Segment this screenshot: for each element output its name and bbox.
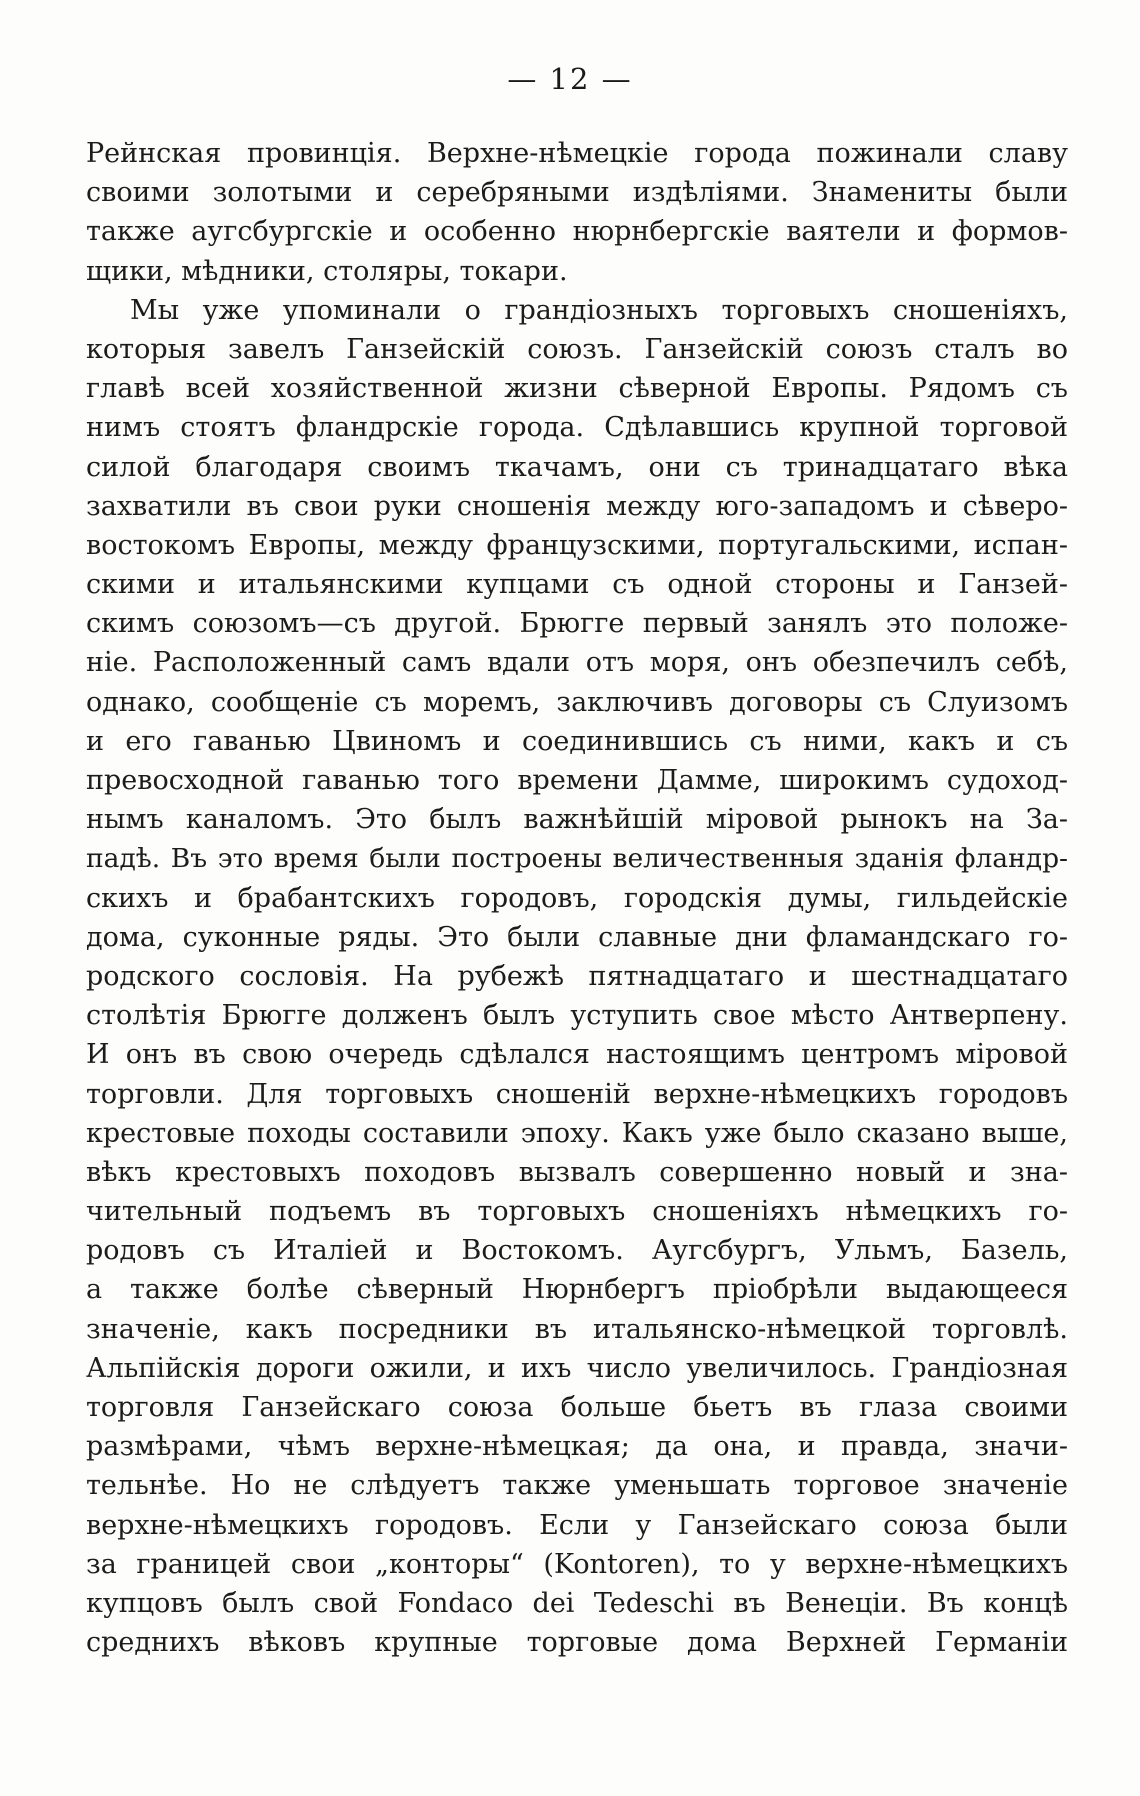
text-line: крестовые походы составили эпоху. Какъ уже было сказано выше, bbox=[86, 1117, 1068, 1149]
text-line: столѣтія Брюгге долженъ былъ уступить свое мѣсто Антверпену. bbox=[86, 1000, 1068, 1032]
text-line: вѣкъ крестовыхъ походовъ вызвалъ совершенно новый и зна- bbox=[86, 1156, 1068, 1188]
text-line: чительный подъемъ въ торговыхъ сношеніяхъ нѣмецкихъ го- bbox=[86, 1196, 1068, 1228]
text-line: тельнѣе. Но не слѣдуетъ также уменьшать торговое значеніе bbox=[86, 1470, 1068, 1502]
text-line: И онъ въ свою очередь сдѣлался настоящимъ центромъ міровой bbox=[86, 1039, 1068, 1071]
text-line: главѣ всей хозяйственной жизни сѣверной Европы. Рядомъ съ bbox=[86, 373, 1068, 405]
text-line: среднихъ вѣковъ крупные торговые дома Верхней Германіи bbox=[86, 1627, 1068, 1659]
text-line: торговли. Для торговыхъ сношеній верхне-нѣмецкихъ городовъ bbox=[86, 1078, 1068, 1110]
text-line: купцовъ былъ свой Fondaco dei Tedeschi въ Венеціи. Въ концѣ bbox=[86, 1587, 1068, 1619]
text-line: Рейнская провинція. Верхне-нѣмецкіе города пожинали славу bbox=[86, 138, 1068, 169]
text-line: верхне-нѣмецкихъ городовъ. Если у Ганзейскаго союза были bbox=[86, 1509, 1068, 1541]
text-line: превосходной гаванью того времени Дамме, широкимъ судоход- bbox=[86, 765, 1068, 796]
text-line: однако, сообщеніе съ моремъ, заключивъ договоры съ Слуизомъ bbox=[86, 686, 1068, 718]
text-line: ніе. Расположенный самъ вдали отъ моря, онъ обезпечилъ себѣ, bbox=[86, 647, 1068, 679]
text-line: которыя завелъ Ганзейскій союзъ. Ганзейскій союзъ сталъ во bbox=[86, 333, 1068, 365]
text-line: скимъ союзомъ—съ другой. Брюгге первый занялъ это положе- bbox=[86, 608, 1068, 640]
text-line: падѣ. Въ это время были построены величественныя зданія фландр- bbox=[86, 843, 1068, 875]
text-line: захватили въ свои руки сношенія между юго-западомъ и сѣверо- bbox=[86, 490, 1068, 522]
page-number: — 12 — bbox=[507, 62, 633, 96]
text-line: за границей свои „конторы“ (Kontoren), то у верхне-нѣмецкихъ bbox=[86, 1548, 1068, 1580]
text-line: значеніе, какъ посредники въ итальянско-нѣмецкой торговлѣ. bbox=[86, 1313, 1068, 1345]
text-line: щики, мѣдники, столяры, токари. bbox=[86, 255, 568, 287]
text-line: скихъ и брабантскихъ городовъ, городскія думы, гильдейскіе bbox=[86, 882, 1068, 914]
paragraph-start-line: Мы уже упоминали о грандіозныхъ торговыхъ сношеніяхъ, bbox=[130, 294, 1068, 326]
text-line: своими золотыми и серебряными издѣліями. Знамениты были bbox=[86, 177, 1068, 209]
text-line: и его гаванью Цвиномъ и соединившись съ ними, какъ и съ bbox=[86, 725, 1068, 757]
text-line: дома, суконные ряды. Это были славные дни фламандскаго го- bbox=[86, 921, 1068, 953]
text-line: скими и итальянскими купцами съ одной стороны и Ганзей- bbox=[86, 569, 1068, 601]
text-line: родского сословія. На рубежѣ пятнадцатаго и шестнадцатаго bbox=[86, 960, 1068, 992]
text-line: нимъ стоятъ фландрскіе города. Сдѣлавшись крупной торговой bbox=[86, 412, 1068, 444]
text-line: нымъ каналомъ. Это былъ важнѣйшій міровой рынокъ на За- bbox=[86, 804, 1068, 836]
text-line: также аугсбургскіе и особенно нюрнбергскіе ваятели и формов- bbox=[86, 216, 1068, 248]
text-line: востокомъ Европы, между французскими, португальскими, испан- bbox=[86, 529, 1068, 561]
text-line: силой благодаря своимъ ткачамъ, они съ тринадцатаго вѣка bbox=[86, 451, 1068, 483]
text-line: торговля Ганзейскаго союза больше бьетъ въ глаза своими bbox=[86, 1392, 1068, 1423]
text-line: родовъ съ Италіей и Востокомъ. Аугсбургъ, Ульмъ, Базель, bbox=[86, 1235, 1068, 1267]
text-line: размѣрами, чѣмъ верхне-нѣмецкая; да она, и правда, значи- bbox=[86, 1431, 1068, 1463]
text-line: Альпійскія дороги ожили, и ихъ число увеличилось. Грандіозная bbox=[86, 1352, 1068, 1384]
body-text bbox=[86, 134, 1068, 1662]
text-line: а также болѣе сѣверный Нюрнбергъ пріобрѣли выдающееся bbox=[86, 1274, 1068, 1306]
